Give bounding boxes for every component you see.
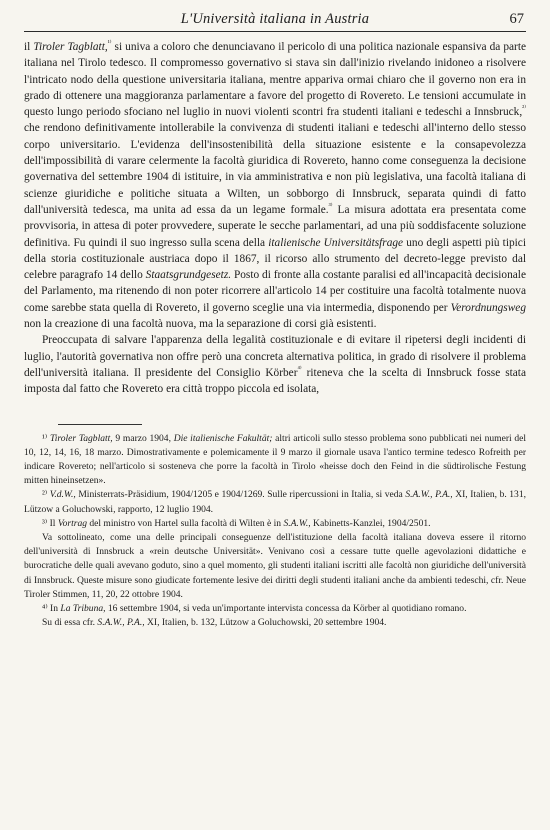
italic-term: Vortrag [57, 517, 87, 529]
newspaper-title: Tiroler Tagblatt, [33, 41, 108, 53]
footnote-ref-2: ²⁾ [522, 104, 526, 113]
text-run: riteneva che la scelta di Innsbruck fosse stata imposta dal fatto che Rovereto era città troppo piccola ed isolata, [24, 366, 526, 396]
archive-abbrev: S.A.W., P.A., [97, 617, 145, 629]
footnote-4-continued [24, 616, 526, 630]
italic-term: Die italienische Fakultät; [173, 432, 273, 444]
footnote-1 [24, 432, 526, 489]
running-header [24, 9, 526, 32]
archive-abbrev: V.d.W., [49, 489, 76, 501]
italic-term: Staatsgrundgesetz. [145, 269, 232, 282]
footnote-divider [58, 424, 142, 425]
document-page [24, 9, 526, 630]
text-run: non la creazione di una facoltà nuova, ma la separazione di corsi già esistenti. [24, 318, 377, 331]
main-text [24, 39, 526, 398]
footnote-number: ¹⁾ [42, 432, 50, 444]
running-title: L'Università italiana in Austria [180, 11, 370, 27]
footnote-ref-4: ⁴⁾ [297, 365, 302, 374]
paragraph-1 [24, 39, 526, 332]
text-run: uno degli aspetti più tipici della storia costituzionale austriaca dopo il 1867, il ricorso allo strumento del decreto-legge previsto dal celebre paragrafo 14 dello [24, 236, 526, 282]
text-run: che rendono definitivamente intollerabile la convivenza di studenti italiani e tedeschi all'interno dello stesso corpo universitario. L'evidenza dell'insostenibilità della situazione esistente e la consapevolezza dell'impossibilità di varare celermente la facoltà giuridica di Rovereto, hanno come conseguenza la decisione governativa del settembre 1904 di istituire, in via amministrativa e non più legislativa, una facoltà italiana di scienze giuridiche e politiche situata a Wilten, un sobborgo di Innsbruck, separata quindi di fatto dall'università tedesca, ma unita ad essa da un legame formale. [24, 122, 526, 216]
footnote-ref-3: ³⁾ [328, 202, 333, 211]
text-run: La misura adottata era presentata come provvisoria, in attesa di poter provvedere, superate le secche parlamentari, ad una più soddisfacente soluzione definitiva. Fu quindi il suo ingresso sulla scena della [24, 203, 526, 249]
text-run: XI, Italien, b. 131, Lützow a Goluchowski, rapporto, 12 luglio 1904. [24, 489, 526, 515]
footnote-4 [24, 602, 526, 616]
text-run: Ministerrats-Präsidium, 1904/1205 e 1904/1269. Sulle ripercussioni in Italia, si veda [75, 489, 406, 501]
archive-abbrev: S.A.W., [283, 517, 311, 529]
footnote-3 [24, 517, 526, 531]
footnote-number: ²⁾ [42, 489, 50, 501]
text-run: Preoccupata di salvare l'apparenza della legalità costituzionale e di evitare il ripetersi degli incidenti di luglio, l'autorità governativa non offre però una concreta alternativa politica, in grado di risolvere il problema dell'università italiana. Il presidente del Consiglio Körber [24, 334, 526, 379]
text-run: Posto di fronte alla costante paralisi ed all'incapacità decisionale del Parlamento, ma ritenendo di non poter ricorrere all'articolo 14 per costituire una facoltà totalmente nuova come sarebbe stata quella di Rovereto, il governo sceglie una via intermedia, disponendo per [24, 269, 526, 314]
newspaper-title: La Tribuna, [60, 602, 106, 614]
text-run: XI, Italien, b. 132, Lützow a Goluchowski, 20 settembre 1904. [144, 617, 387, 629]
footnotes [24, 424, 526, 631]
paragraph-2 [24, 332, 526, 397]
text-run: si univa a coloro che denunciavano il pericolo di una politica nazionale espansiva da parte italiana nel Tirolo tedesco. Il compromesso governativo si stava sin dall'inizio rivelando inidoneo a risolvere l'intricato nodo della questione universitaria italiana, mentre appariva ormai chiaro che il governo non era in grado di ottenere una maggioranza parlamentare a favore del progetto di Rovereto. Le tensioni accumulate in questo lungo periodo sfociano nel luglio in nuovi violenti scontri fra studenti italiani e tedeschi a Innsbruck, [24, 41, 527, 119]
footnote-3-continued: Va sottolineato, come una delle principali conseguenze dell'istituzione della facoltà italiana doveva essere il ritorno dell'università di Innsbruck a «rein deutsche Universität». Venivano così a cessare tutte quelle agevolazioni didattiche e burocratiche delle quali avevano goduto, sino a quel momento, gli studenti italiani iscritti alle facoltà non giuridiche dell'università di Innsbruck. Queste misure sono giudicate fortemente lesive dei diritti degli studenti italiani anche da ambienti tedeschi, cfr. Neue Tiroler Stimmen, 11, 20, 22 ottobre 1904. [24, 531, 526, 600]
italic-term: Verordnungsweg [450, 301, 526, 314]
footnote-2 [24, 488, 526, 516]
footnote-ref-1: ¹⁾ [107, 39, 112, 48]
text-run: altri articoli sullo stesso problema sono pubblicati nei numeri del 10, 12, 14, 16, 18 marzo. Dimostrativamente e polemicamente il 9 marzo il giornale usava l'antico termine tedesco Rofreith per indicare Rovereto; nell'articolo si sosteneva che porre la facoltà in Tirolo «heisse doch den Feind in die südtirolische Festung mitten hineinsetzen». [24, 432, 527, 487]
page-number: 67 [509, 11, 524, 27]
footnote-number: ³⁾ Il [42, 517, 58, 529]
text-run: 16 settembre 1904, si veda un'importante intervista concessa da Körber al quotidiano romano. [105, 602, 467, 614]
archive-abbrev: S.A.W., P.A., [405, 489, 453, 501]
text-run: 9 marzo 1904, [112, 432, 174, 444]
text-run: del ministro von Hartel sulla facoltà di Wilten è in [87, 517, 284, 529]
text-run: Su di essa cfr. [42, 617, 98, 629]
italic-term: italienische Universitätsfrage [268, 236, 404, 249]
italic-term: Tiroler Tagblatt, [49, 432, 113, 444]
text-run: il [24, 41, 34, 53]
text-run: Kabinetts-Kanzlei, 1904/2501. [310, 517, 431, 529]
footnote-number: ⁴⁾ In [42, 602, 61, 614]
